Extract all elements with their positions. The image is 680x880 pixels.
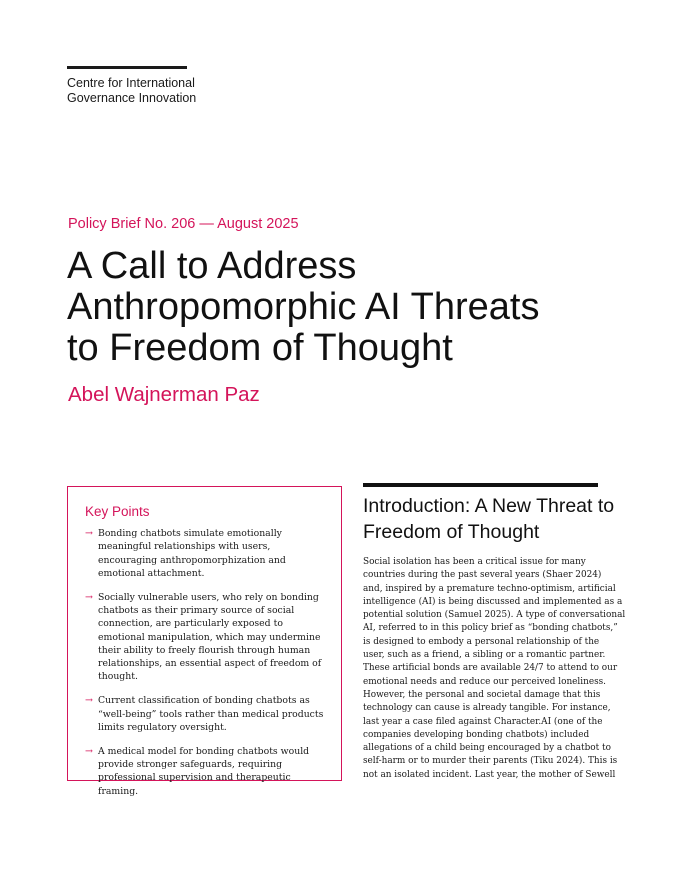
arrow-right-icon: → (85, 745, 93, 757)
key-points-heading: Key Points (85, 504, 150, 519)
key-point-item (85, 694, 327, 734)
body-line: and, inspired by a premature techno-optimism, artificial (363, 583, 616, 594)
org-name-line-1: Centre for International (67, 76, 195, 90)
key-point-text: A medical model for bonding chatbots would provide stronger safeguards, requiring professional supervision and therapeutic framing. (98, 745, 310, 797)
body-line: countries during the past several years (Shaer 2024) (363, 570, 602, 581)
organization-logo (67, 76, 227, 105)
body-line: emotional needs and reduce our perceived loneliness. (363, 676, 607, 687)
body-line: AI, referred to in this policy brief as “bonding chatbots,” (363, 623, 618, 634)
body-line: technology can cause is already tangible. For instance, (363, 703, 611, 714)
key-point-item (85, 745, 327, 798)
introduction-heading: Introduction: A New Threat to Freedom of Thought (363, 495, 615, 543)
body-line: However, the personal and societal damage that this (363, 689, 601, 700)
org-name-line-2: Governance Innovation (67, 90, 197, 105)
body-line: These artificial bonds are available 24/7 to attend to our (363, 663, 618, 674)
body-line: not an isolated incident. Last year, the mother of Sewell (363, 769, 616, 780)
title-line: A Call to Address (67, 245, 357, 287)
key-points-box (67, 486, 342, 797)
body-line: allegations of a child being encouraged by a chatbot to (363, 743, 611, 754)
body-line: companies developing bonding chatbots) included (363, 729, 590, 740)
introduction-body (363, 556, 626, 782)
body-line: user, such as a friend, a sibling or a romantic partner. (363, 650, 606, 661)
key-point-text: Bonding chatbots simulate emotionally meaningful relationships with users, encouraging anthropomorphization and emotional attachment. (98, 528, 286, 579)
key-point-item (85, 527, 327, 580)
body-line: Social isolation has been a critical issue for many (363, 557, 586, 567)
body-line: self-harm or to murder their parents (Tiku 2024). This is (363, 756, 618, 767)
key-points-list (85, 527, 327, 798)
page-title (67, 246, 627, 369)
policy-brief-label: Policy Brief No. 206 — August 2025 (68, 216, 299, 232)
arrow-right-icon: → (85, 528, 93, 539)
arrow-right-icon: → (85, 591, 93, 603)
body-line: last year a case filed against Character.AI (one of the (363, 716, 603, 727)
arrow-right-icon: → (85, 695, 93, 707)
key-point-text: Current classification of bonding chatbots as “well-being” tools rather than medical products limits regulatory oversight. (98, 695, 324, 733)
body-line: potential solution (Samuel 2025). A type of conversational (363, 610, 626, 621)
section-rule (363, 483, 598, 487)
key-point-item (85, 591, 327, 684)
body-line: is designed to embody a personal relationship of the (363, 636, 600, 647)
title-line: to Freedom of Thought (67, 327, 453, 369)
author-name: Abel Wajnerman Paz (68, 383, 260, 406)
key-point-text: Socially vulnerable users, who rely on bonding chatbots as their primary source of social connection, are particularly exposed to emotional manipulation, which may undermine their ability to freely flourish through human relationships, an essential aspect of freedom of thought. (98, 591, 322, 683)
logo-rule (67, 66, 187, 69)
title-line: Anthropomorphic AI Threats (67, 286, 540, 328)
body-line: intelligence (AI) is being discussed and implemented as a (363, 596, 623, 607)
